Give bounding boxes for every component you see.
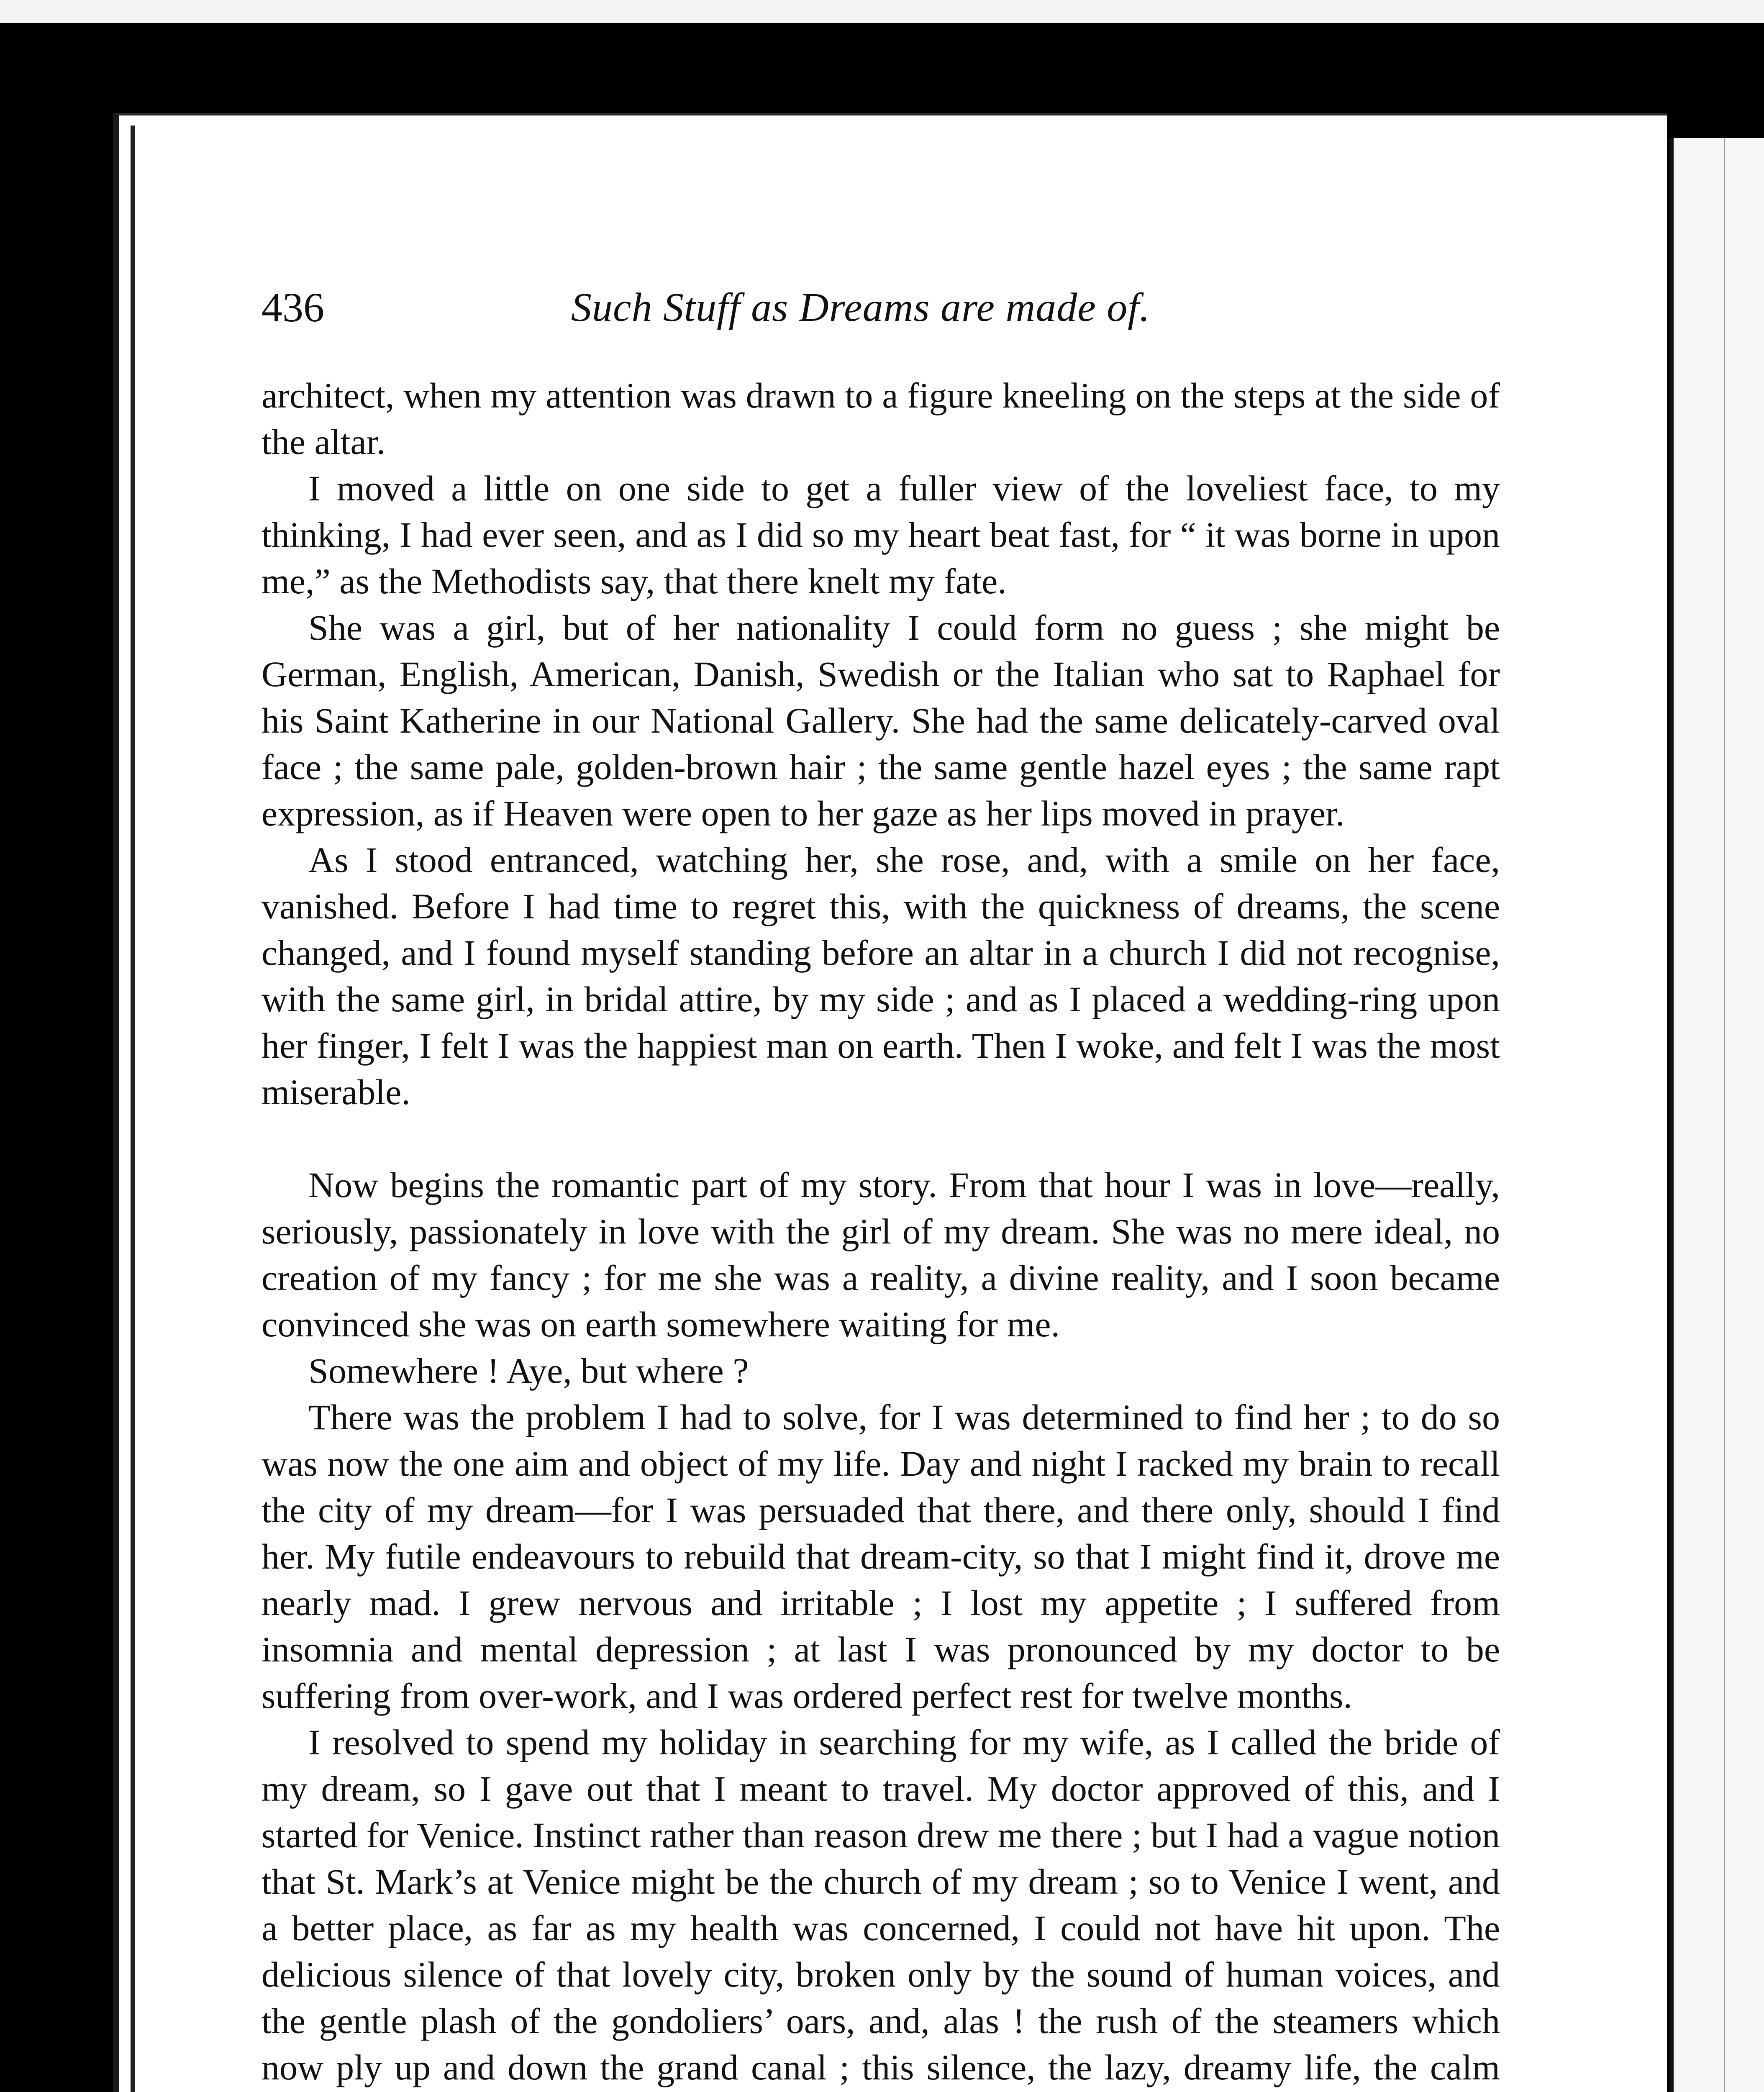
paragraph: As I stood entranced, watching her, she rose, and, with a smile on her face, vanished. Before I had time to regret this, with the quickness of dreams, the scene changed, and I found myself standing before an altar in a church I did not recognise, with the same girl, in bridal attire, by my side ; and as I placed a wedding-ring upon her finger, I felt I was the happiest man on earth. Then I woke, and felt I was the most miserable. xyxy=(262,840,1500,1112)
section-break xyxy=(262,1115,1500,1162)
paragraph: Now begins the romantic part of my story. From that hour I was in love—really, seriously, passionately in love with the girl of my dream. She was no mere ideal, no creation of my fancy ; for me she was a reality, a divine reality, and I soon became convinced she was on earth somewhere waiting for me. xyxy=(262,1165,1500,1344)
page-gutter-shadow xyxy=(131,126,135,2092)
top-paper-strip xyxy=(0,0,1764,23)
facing-page-fold-line xyxy=(1724,138,1725,2092)
paragraph: I moved a little on one side to get a fuller view of the loveliest face, to my thinking, I had ever seen, and as I did so my heart beat fast, for “ it was borne in upon me,” as the Methodists say, that there knelt my fate. xyxy=(262,468,1500,601)
paragraph: There was the problem I had to solve, for I was determined to find her ; to do so was now the one aim and object of my life. Day and night I racked my brain to recall the city of my dream—for I was persuaded that there, and there only, should I find her. My futile endeavours to rebuild that dream-city, so that I might find it, drove me nearly mad. I grew nervous and irritable ; I lost my appetite ; I suffered from insomnia and mental depression ; at last I was pronounced by my doctor to be suffering from over-work, and I was ordered perfect rest for twelve months. xyxy=(262,1397,1500,1716)
paragraph: She was a girl, but of her nationality I could form no guess ; she might be German, English, American, Danish, Swedish or the Italian who sat to Raphael for his Saint Katherine in our National Gallery. She had the same delicately-carved oval face ; the same pale, golden-brown hair ; the same gentle hazel eyes ; the same rapt expression, as if Heaven were open to her gaze as her lips moved in prayer. xyxy=(262,608,1500,833)
body-text xyxy=(262,372,1500,2092)
running-title: Such Stuff as Dreams are made of. xyxy=(571,285,1150,330)
paragraph: I resolved to spend my holiday in searching for my wife, as I called the bride of my dream, so I gave out that I meant to travel. My doctor approved of this, and I started for Venice. Instinct rather than reason drew me there ; but I had a vague notion that St. Mark’s at Venice might be the church of my dream ; so to Venice I went, and a better place, as far as my health was concerned, I could not have hit upon. The delicious silence of that lovely city, broken only by the sound of human voices, and the gentle plash of the gondoliers’ oars, and, alas ! the rush of the steamers which now ply up and down the grand canal ; this silence, the lazy, dreamy life, the calm xyxy=(262,1722,1500,2087)
page-header xyxy=(262,280,1500,343)
paragraph: Somewhere ! Aye, but where ? xyxy=(308,1351,749,1391)
facing-page-edge xyxy=(1669,138,1764,2092)
paragraph: architect, when my attention was drawn to a figure kneeling on the steps at the side of the altar. xyxy=(262,375,1500,462)
page-number: 436 xyxy=(262,284,324,331)
